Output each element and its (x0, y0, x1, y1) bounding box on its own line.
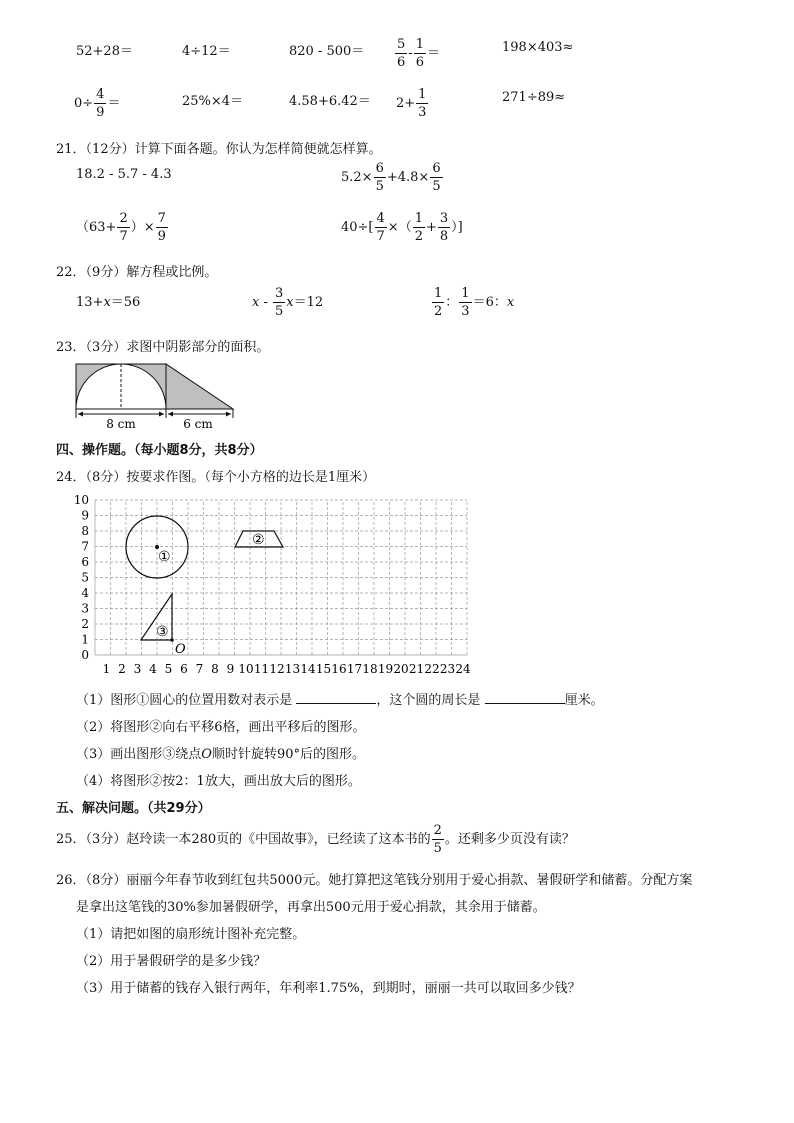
y-tick-label: 2 (81, 617, 89, 631)
fraction: $\frac{1}{3}$ (461, 286, 470, 319)
x-tick-label: 20 (393, 662, 409, 676)
coordinate-grid (62, 490, 492, 680)
x-tick-label: 17 (346, 662, 363, 676)
x-tick-label: 16 (331, 662, 347, 676)
calc-2-3: 4.58+6.42＝ (289, 94, 371, 109)
y-tick-label: 10 (73, 493, 89, 507)
x-tick-label: 8 (211, 662, 219, 676)
q22-eq-1: 13+x＝56 (76, 295, 141, 310)
x-tick-label: 7 (195, 662, 204, 676)
calc-1-2: 4÷12＝ (182, 44, 231, 59)
point-o-dot (170, 638, 174, 642)
answer-blank[interactable] (296, 691, 376, 704)
triangle-shape (166, 364, 233, 409)
q21-expr-2: 5.2× $\frac{6}{5}$ +4.8× $\frac{6}{5}$ (341, 161, 441, 194)
q26-line-2: 是拿出这笔钱的30%参加暑假研学，再拿出500元用于爱心捐款，其余用于储蓄。 (76, 900, 546, 915)
fraction: $\frac{5}{6}$ (397, 37, 406, 70)
x-tick-label: 14 (300, 662, 316, 676)
x-tick-label: 23 (439, 662, 456, 676)
q24-sub-1: （1）图形①圆心的位置用数对表示是 ，这个圆的周长是 厘米。 (76, 693, 604, 708)
x-tick-label: 3 (133, 662, 142, 676)
y-tick-label: 0 (81, 648, 89, 662)
calc-1-5: 198×403≈ (502, 40, 574, 55)
calc-2-1: 0÷ $\frac{4}{9}$ ＝ (74, 87, 121, 120)
fraction: $\frac{1}{2}$ (414, 211, 423, 244)
x-tick-label: 6 (180, 662, 188, 676)
fraction: $\frac{1}{2}$ (434, 286, 443, 319)
q23-title: 23．（3分）求图中阴影部分的面积。 (56, 340, 270, 355)
y-tick-label: 9 (81, 508, 89, 523)
calc-1-1: 52+28＝ (76, 44, 133, 59)
y-tick-label: 6 (81, 555, 89, 569)
label-8cm: 8 cm (106, 417, 136, 431)
calc-1-3: 820 - 500＝ (289, 44, 365, 59)
shaded-area-figure (66, 356, 246, 432)
y-tick-label: 5 (81, 570, 89, 585)
x-tick-label: 9 (226, 662, 235, 676)
q24-sub-4: （4）将图形②按2：1放大，画出放大后的图形。 (76, 774, 361, 789)
fraction: $\frac{1}{3}$ (418, 87, 427, 120)
x-tick-label: 11 (253, 662, 270, 676)
q22-eq-2: x - $\frac{3}{5}$ x＝12 (252, 286, 324, 319)
shape-1-label: ① (158, 549, 171, 565)
x-tick-label: 1 (102, 662, 111, 676)
y-tick-label: 7 (81, 539, 89, 554)
fraction: $\frac{6}{5}$ (375, 161, 384, 194)
q26-sub-1: （1）请把如图的扇形统计图补充完整。 (76, 927, 306, 942)
x-tick-label: 18 (362, 662, 378, 676)
fraction: $\frac{4}{7}$ (376, 211, 385, 244)
x-tick-label: 21 (408, 662, 425, 676)
q26-line-1: 26．（8分）丽丽今年春节收到红包共5000元。她打算把这笔钱分别用于爱心捐款、暑假研学和储蓄。分配方案 (56, 873, 693, 888)
fraction: $\frac{2}{7}$ (119, 211, 128, 244)
q21-expr-3: （63+ $\frac{2}{7}$ ）× $\frac{7}{9}$ (76, 211, 166, 244)
x-tick-label: 4 (149, 662, 157, 676)
x-tick-label: 5 (164, 662, 173, 676)
q21-expr-4: 40÷[ $\frac{4}{7}$ ×（ $\frac{1}{2}$ + $\frac{3}{8}$ ）] (341, 211, 463, 244)
y-tick-label: 8 (81, 524, 89, 538)
answer-blank[interactable] (485, 691, 565, 704)
x-tick-label: 24 (455, 662, 471, 676)
q22-title: 22．（9分）解方程或比例。 (56, 265, 218, 280)
section-4-title: 四、操作题。（每小题8分，共8分） (56, 443, 263, 458)
calc-1-4: $\frac{5}{6}$ - $\frac{1}{6}$ ＝ (397, 37, 440, 70)
fraction: $\frac{3}{5}$ (275, 286, 284, 319)
x-tick-label: 13 (284, 662, 301, 676)
section-5-title: 五、解决问题。（共29分） (56, 801, 211, 816)
shape-3-label: ③ (156, 624, 169, 640)
calc-2-2: 25%×4＝ (182, 94, 244, 109)
q26-sub-3: （3）用于储蓄的钱存入银行两年，年利率1.75%，到期时，丽丽一共可以取回多少钱？ (76, 981, 581, 996)
fraction: $\frac{7}{9}$ (157, 211, 166, 244)
label-6cm: 6 cm (183, 417, 213, 431)
q21-title: 21．（12分）计算下面各题。你认为怎样简便就怎样算。 (56, 142, 382, 157)
x-tick-label: 2 (118, 662, 126, 676)
calc-2-5: 271÷89≈ (502, 90, 566, 105)
x-tick-label: 19 (377, 662, 394, 676)
fraction: $\frac{2}{5}$ (433, 823, 442, 856)
x-tick-label: 10 (238, 662, 254, 676)
y-tick-label: 4 (81, 586, 89, 600)
x-tick-label: 22 (424, 662, 440, 676)
q21-expr-1: 18.2 - 5.7 - 4.3 (76, 167, 172, 182)
q22-eq-3: $\frac{1}{2}$ ： $\frac{1}{3}$ ＝6：x (434, 286, 515, 319)
fraction: $\frac{1}{6}$ (415, 37, 424, 70)
fraction: $\frac{6}{5}$ (432, 161, 441, 194)
shape-2-label: ② (252, 532, 265, 548)
q24-sub-2: （2）将图形②向右平移6格，画出平移后的图形。 (76, 720, 366, 735)
q24-title: 24．（8分）按要求作图。（每个小方格的边长是1厘米） (56, 470, 376, 485)
x-tick-label: 15 (315, 662, 332, 676)
y-tick-label: 3 (81, 601, 89, 616)
calc-2-4: 2+ $\frac{1}{3}$ (396, 87, 427, 120)
x-tick-label: 12 (269, 662, 285, 676)
q26-sub-2: （2）用于暑假研学的是多少钱？ (76, 954, 267, 969)
point-o-label: O (175, 642, 186, 657)
q25-text: 25．（3分）赵玲读一本280页的《中国故事》，已经读了这本书的 $\frac{2}{5}$ 。还剩多少页没有读？ (56, 823, 575, 856)
fraction: $\frac{4}{9}$ (96, 87, 105, 120)
q24-sub-3: （3）画出图形③绕点O顺时针旋转90°后的图形。 (76, 747, 365, 762)
fraction: $\frac{3}{8}$ (439, 211, 449, 244)
y-tick-label: 1 (81, 632, 89, 647)
